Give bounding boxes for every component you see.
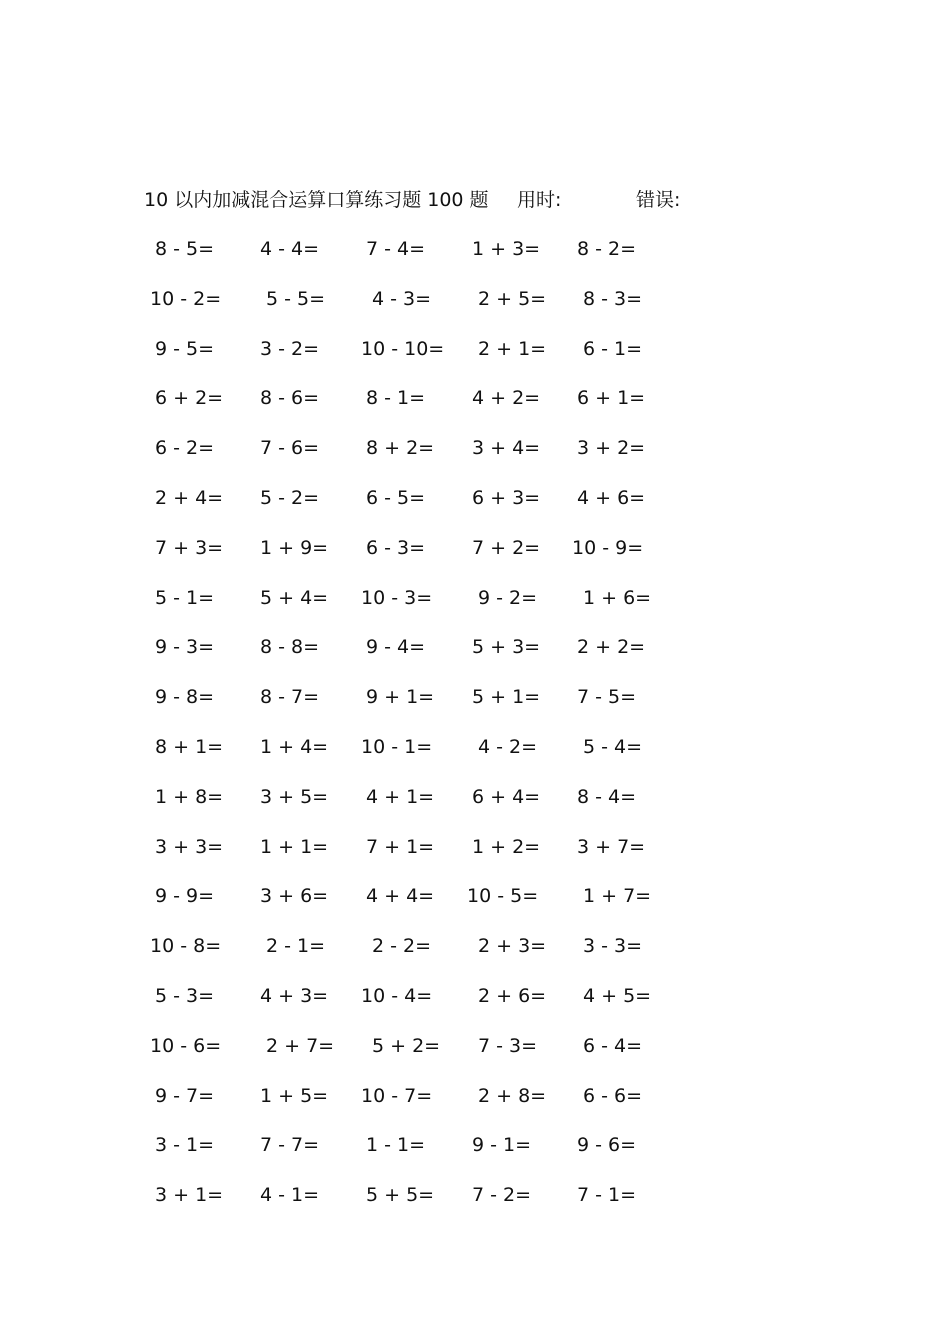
problem-r9-c4: 5 + 3= xyxy=(472,636,541,658)
problem-r12-c4: 6 + 4= xyxy=(472,786,541,808)
problem-r5-c2: 7 - 6= xyxy=(260,437,320,459)
problem-r10-c5: 7 - 5= xyxy=(577,686,637,708)
problem-r1-c1: 8 - 5= xyxy=(155,238,215,260)
problem-r20-c2: 4 - 1= xyxy=(260,1184,320,1206)
problem-r20-c4: 7 - 2= xyxy=(472,1184,532,1206)
problem-r13-c3: 7 + 1= xyxy=(366,836,435,858)
problem-r14-c3: 4 + 4= xyxy=(366,885,435,907)
problem-r6-c1: 2 + 4= xyxy=(155,487,224,509)
problem-r19-c5: 9 - 6= xyxy=(577,1134,637,1156)
problem-r4-c1: 6 + 2= xyxy=(155,387,224,409)
problem-r7-c1: 7 + 3= xyxy=(155,537,224,559)
problem-r2-c3: 4 - 3= xyxy=(372,288,432,310)
problem-r4-c2: 8 - 6= xyxy=(260,387,320,409)
problem-r8-c3: 10 - 3= xyxy=(361,587,433,609)
problem-r8-c5: 1 + 6= xyxy=(583,587,652,609)
problem-r4-c4: 4 + 2= xyxy=(472,387,541,409)
problem-r6-c4: 6 + 3= xyxy=(472,487,541,509)
problem-r14-c4: 10 - 5= xyxy=(467,885,539,907)
problem-r20-c5: 7 - 1= xyxy=(577,1184,637,1206)
problem-r16-c1: 5 - 3= xyxy=(155,985,215,1007)
problem-r18-c4: 2 + 8= xyxy=(478,1085,547,1107)
problem-r11-c1: 8 + 1= xyxy=(155,736,224,758)
worksheet-title: 10 以内加减混合运算口算练习题 100 题 xyxy=(144,189,489,211)
problem-r13-c2: 1 + 1= xyxy=(260,836,329,858)
problem-r17-c1: 10 - 6= xyxy=(150,1035,222,1057)
problem-r11-c2: 1 + 4= xyxy=(260,736,329,758)
problem-r14-c5: 1 + 7= xyxy=(583,885,652,907)
problem-r2-c1: 10 - 2= xyxy=(150,288,222,310)
problem-r16-c2: 4 + 3= xyxy=(260,985,329,1007)
problem-r3-c4: 2 + 1= xyxy=(478,338,547,360)
problem-r1-c2: 4 - 4= xyxy=(260,238,320,260)
problem-r12-c5: 8 - 4= xyxy=(577,786,637,808)
problem-r6-c5: 4 + 6= xyxy=(577,487,646,509)
problem-r17-c4: 7 - 3= xyxy=(478,1035,538,1057)
problem-r1-c3: 7 - 4= xyxy=(366,238,426,260)
problem-r18-c5: 6 - 6= xyxy=(583,1085,643,1107)
problem-r10-c1: 9 - 8= xyxy=(155,686,215,708)
problem-r10-c2: 8 - 7= xyxy=(260,686,320,708)
problem-r2-c2: 5 - 5= xyxy=(266,288,326,310)
problem-r2-c5: 8 - 3= xyxy=(583,288,643,310)
problem-r4-c5: 6 + 1= xyxy=(577,387,646,409)
problem-r12-c3: 4 + 1= xyxy=(366,786,435,808)
problem-r1-c4: 1 + 3= xyxy=(472,238,541,260)
problem-r19-c1: 3 - 1= xyxy=(155,1134,215,1156)
problem-r11-c4: 4 - 2= xyxy=(478,736,538,758)
problem-r9-c5: 2 + 2= xyxy=(577,636,646,658)
problem-r15-c5: 3 - 3= xyxy=(583,935,643,957)
problem-r18-c1: 9 - 7= xyxy=(155,1085,215,1107)
problem-r13-c5: 3 + 7= xyxy=(577,836,646,858)
problem-r15-c4: 2 + 3= xyxy=(478,935,547,957)
problem-r5-c5: 3 + 2= xyxy=(577,437,646,459)
problem-r8-c4: 9 - 2= xyxy=(478,587,538,609)
problem-r11-c5: 5 - 4= xyxy=(583,736,643,758)
problem-r1-c5: 8 - 2= xyxy=(577,238,637,260)
problem-r5-c4: 3 + 4= xyxy=(472,437,541,459)
errors-label: 错误: xyxy=(636,189,681,211)
problem-r9-c2: 8 - 8= xyxy=(260,636,320,658)
problem-r12-c1: 1 + 8= xyxy=(155,786,224,808)
problem-r8-c1: 5 - 1= xyxy=(155,587,215,609)
problem-r16-c4: 2 + 6= xyxy=(478,985,547,1007)
problem-r3-c1: 9 - 5= xyxy=(155,338,215,360)
problem-r13-c1: 3 + 3= xyxy=(155,836,224,858)
time-used-label: 用时: xyxy=(517,189,562,211)
problem-r17-c2: 2 + 7= xyxy=(266,1035,335,1057)
problem-r6-c2: 5 - 2= xyxy=(260,487,320,509)
problem-r15-c1: 10 - 8= xyxy=(150,935,222,957)
problem-r7-c3: 6 - 3= xyxy=(366,537,426,559)
problem-r16-c3: 10 - 4= xyxy=(361,985,433,1007)
problem-r18-c3: 10 - 7= xyxy=(361,1085,433,1107)
problem-r20-c1: 3 + 1= xyxy=(155,1184,224,1206)
problem-r15-c3: 2 - 2= xyxy=(372,935,432,957)
problem-r19-c4: 9 - 1= xyxy=(472,1134,532,1156)
problem-r10-c3: 9 + 1= xyxy=(366,686,435,708)
problem-r7-c2: 1 + 9= xyxy=(260,537,329,559)
problem-r13-c4: 1 + 2= xyxy=(472,836,541,858)
problem-r7-c4: 7 + 2= xyxy=(472,537,541,559)
problem-r3-c2: 3 - 2= xyxy=(260,338,320,360)
problem-r14-c2: 3 + 6= xyxy=(260,885,329,907)
problem-r5-c1: 6 - 2= xyxy=(155,437,215,459)
problem-r3-c3: 10 - 10= xyxy=(361,338,445,360)
problem-r18-c2: 1 + 5= xyxy=(260,1085,329,1107)
problem-r16-c5: 4 + 5= xyxy=(583,985,652,1007)
problem-r19-c3: 1 - 1= xyxy=(366,1134,426,1156)
problem-r3-c5: 6 - 1= xyxy=(583,338,643,360)
problem-r2-c4: 2 + 5= xyxy=(478,288,547,310)
problem-r17-c5: 6 - 4= xyxy=(583,1035,643,1057)
problem-r15-c2: 2 - 1= xyxy=(266,935,326,957)
problem-r9-c1: 9 - 3= xyxy=(155,636,215,658)
problem-r17-c3: 5 + 2= xyxy=(372,1035,441,1057)
problem-r7-c5: 10 - 9= xyxy=(572,537,644,559)
problem-r6-c3: 6 - 5= xyxy=(366,487,426,509)
problem-r8-c2: 5 + 4= xyxy=(260,587,329,609)
problem-r20-c3: 5 + 5= xyxy=(366,1184,435,1206)
problem-r9-c3: 9 - 4= xyxy=(366,636,426,658)
problem-r19-c2: 7 - 7= xyxy=(260,1134,320,1156)
problem-r10-c4: 5 + 1= xyxy=(472,686,541,708)
problem-r12-c2: 3 + 5= xyxy=(260,786,329,808)
problem-r5-c3: 8 + 2= xyxy=(366,437,435,459)
problem-r14-c1: 9 - 9= xyxy=(155,885,215,907)
problem-r11-c3: 10 - 1= xyxy=(361,736,433,758)
problem-r4-c3: 8 - 1= xyxy=(366,387,426,409)
